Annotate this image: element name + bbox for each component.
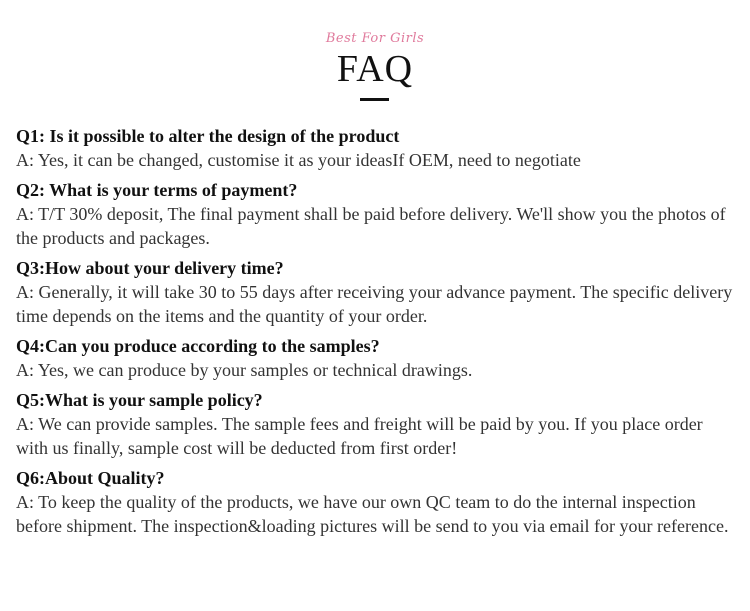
faq-item-4 <box>16 334 736 382</box>
faq-question: Q2: What is your terms of payment? <box>16 180 298 200</box>
faq-answer: A: Generally, it will take 30 to 55 days after receiving your advance payment. The specific delivery time depends on the items and the quantity of your order. <box>16 282 733 326</box>
faq-answer: A: We can provide samples. The sample fees and freight will be paid by you. If you place order with us finally, sample cost will be deducted from first order! <box>16 414 703 458</box>
brand-tagline: Best For Girls <box>325 31 425 46</box>
faq-answer: A: Yes, we can produce by your samples or technical drawings. <box>16 360 473 380</box>
faq-item-2 <box>16 178 736 250</box>
faq-question: Q5:What is your sample policy? <box>16 390 263 410</box>
faq-item-5 <box>16 388 736 460</box>
faq-list <box>16 124 736 544</box>
faq-question: Q6:About Quality? <box>16 468 165 488</box>
faq-answer: A: To keep the quality of the products, we have our own QC team to do the internal inspection before shipment. The inspection&loading pictures will be send to you via email for your reference. <box>16 492 729 536</box>
faq-item-6 <box>16 466 736 538</box>
faq-question: Q3:How about your delivery time? <box>16 258 284 278</box>
faq-answer: A: Yes, it can be changed, customise it as your ideasIf OEM, need to negotiate <box>16 150 581 170</box>
faq-header <box>0 0 750 110</box>
faq-question: Q4:Can you produce according to the samples? <box>16 336 380 356</box>
title-underline <box>360 98 389 101</box>
faq-item-1 <box>16 124 736 172</box>
page-title: FAQ <box>336 48 414 90</box>
faq-answer: A: T/T 30% deposit, The final payment shall be paid before delivery. We'll show you the photos of the products and packages. <box>16 204 726 248</box>
faq-item-3 <box>16 256 736 328</box>
faq-question: Q1: Is it possible to alter the design of the product <box>16 126 400 146</box>
